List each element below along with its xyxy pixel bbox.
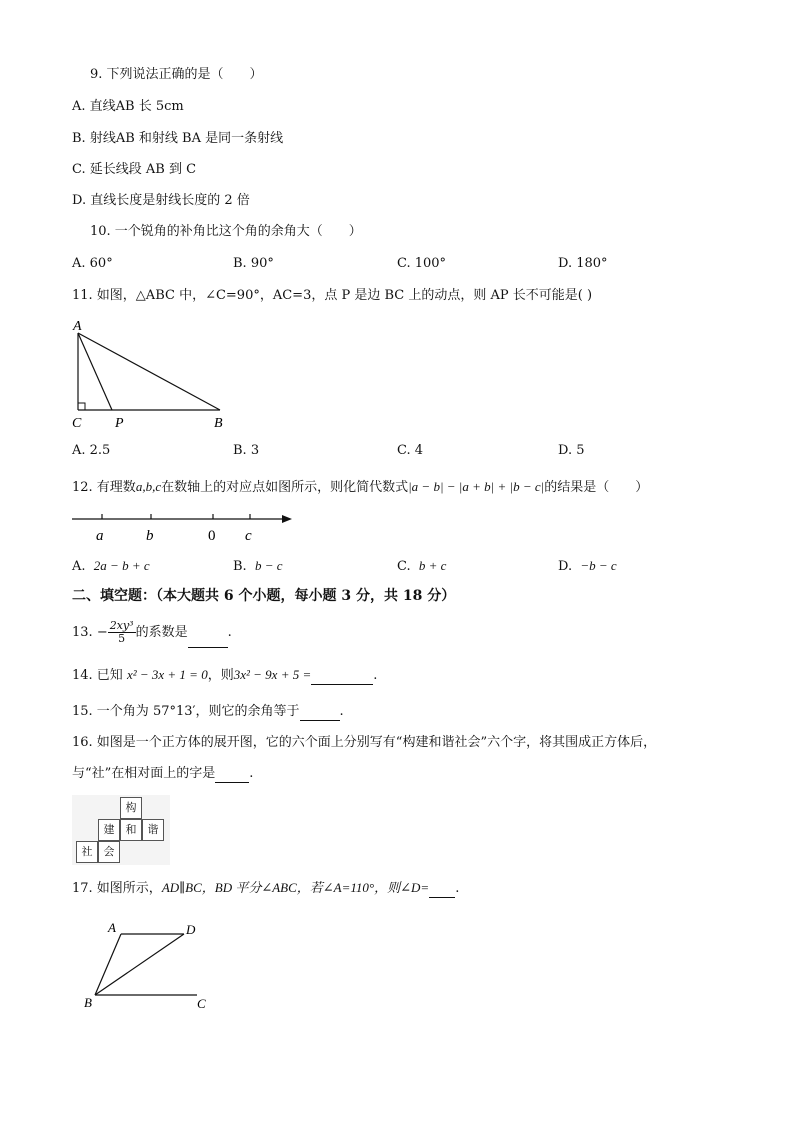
label-a: A [108,920,116,935]
q9-option-d: D. 直线长度是射线长度的 2 倍 [72,193,250,208]
q11-option-a: A. 2.5 [72,443,111,458]
axis-label-a: a [96,528,104,544]
section2-title: 二、填空题：（本大题共 6 个小题，每小题 3 分，共 18 分） [72,588,456,604]
q17: 17. 如图所示，AD∥BC，BD 平分∠ABC，若∠A=110°，则∠D= . [72,880,460,896]
axis-label-zero: 0 [208,528,216,544]
q15: 15. 一个角为 57°13′，则它的余角等于 . [72,704,344,719]
q16-line2: 与“社”在相对面上的字是 . [72,766,254,781]
label-d: D [186,922,196,937]
q14: 14. 已知 x² − 3x + 1 = 0，则3x² − 9x + 5 = . [72,667,378,683]
q12-option-d: D. −b − c [558,558,617,574]
cube-face-jian: 建 [98,819,120,841]
axis-label-b: b [146,528,154,544]
cube-face-xie: 谐 [142,819,164,841]
q13: 13. − $\frac{\text{2xy³}}{5}$ 的系数是 . [72,618,232,648]
q9-option-a: A. 直线AB 长 5cm [72,99,184,114]
label-a: A [73,319,82,334]
label-c: C [197,996,206,1011]
cube-face-gou: 构 [120,797,142,819]
q12-stem-mid: 在数轴上的对应点如图所示，则化简代数式 [161,480,409,495]
q11-option-d: D. 5 [558,443,585,458]
q10-option-a: A. 60° [72,256,113,271]
q11-option-b: B. 3 [233,443,260,458]
cube-face-she: 社 [76,841,98,863]
cube-face-he: 和 [120,819,142,841]
q12-stem-suffix: 的结果是（ ） [544,480,649,495]
q12-stem-expr: |a − b| − |a + b| + |b − c| [408,479,545,494]
label-b: B [214,416,223,431]
q10-option-c: C. 100° [397,256,447,271]
q12-option-b: B. b − c [233,558,283,574]
q12-option-c: C. b + c [397,558,447,574]
cube-face-hui: 会 [98,841,120,863]
label-b: B [84,995,92,1010]
q12-stem-vars: a,b,c [135,479,162,494]
label-c: C [72,416,82,431]
q9-stem: 9. 下列说法正确的是（ ） [90,67,263,82]
q11-stem: 11. 如图，△ABC 中，∠C=90°，AC=3，点 P 是边 BC 上的动点，则 AP 长不可能是( ) [72,288,593,303]
q10-option-b: B. 90° [233,256,274,271]
q10-stem: 10. 一个锐角的补角比这个角的余角大（ ） [90,224,362,239]
q11-option-c: C. 4 [397,443,424,458]
label-p: P [115,416,124,431]
q13-fraction: $\frac{\text{2xy³}}{5}$ [109,619,134,645]
q12-option-a: A. 2a − b + c [72,558,150,574]
q16-line1: 16. 如图是一个正方体的展开图，它的六个面上分别写有“构建和谐社会”六个字，将其围成正方体后， [72,735,657,750]
axis-label-c: c [245,528,252,544]
q9-option-b: B. 射线AB 和射线 BA 是同一条射线 [72,131,284,146]
q12-stem-prefix: 12. 有理数 [72,480,136,495]
q10-option-d: D. 180° [558,256,608,271]
q13-sign: − [96,625,108,640]
q9-option-c: C. 延长线段 AB 到 C [72,162,197,177]
